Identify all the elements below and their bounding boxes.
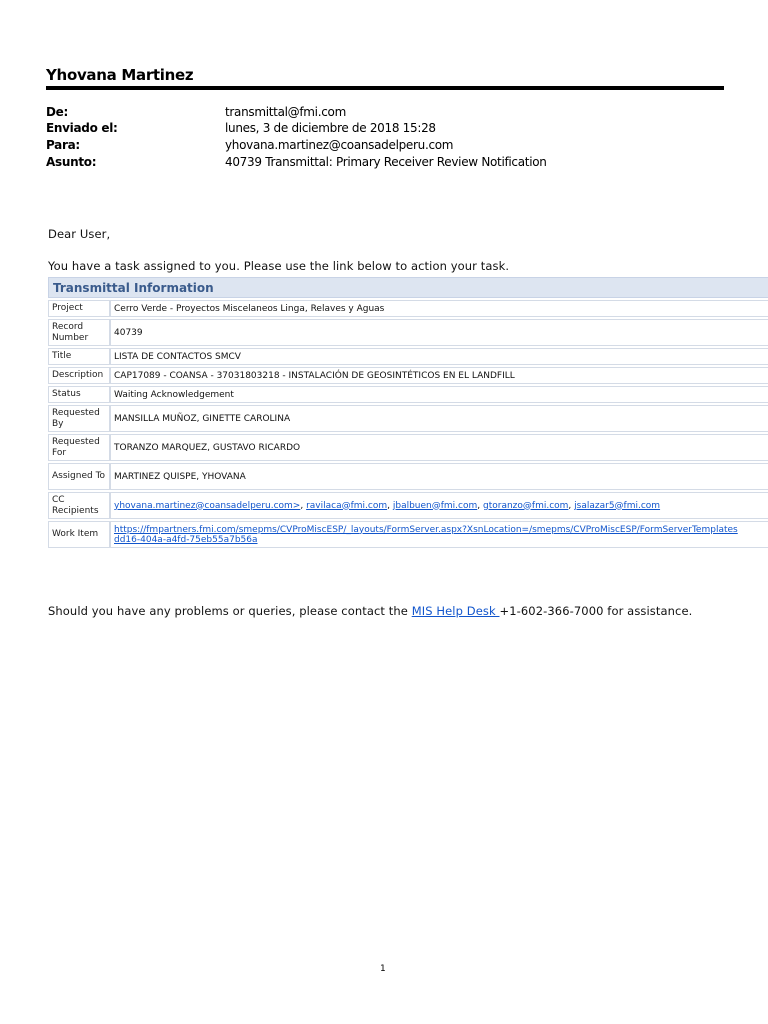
row-label: Description — [48, 367, 110, 384]
row-value: Waiting Acknowledgement — [110, 386, 768, 403]
table-row — [48, 319, 768, 346]
table-row-cc — [48, 492, 768, 519]
table-row — [48, 405, 768, 432]
table-row — [48, 300, 768, 317]
intro-text: You have a task assigned to you. Please use the link below to action your task. — [48, 259, 510, 273]
row-value: LISTA DE CONTACTOS SMCV — [110, 348, 768, 365]
cc-recipients: yhovana.martinez@coansadelperu.com>, ravilaca@fmi.com, jbalbuen@fmi.com, gtoranzo@fmi.com, jsalazar5@fmi.com — [110, 492, 768, 519]
work-item-cell — [110, 521, 768, 548]
cc-email-link[interactable]: ravilaca@fmi.com — [306, 500, 388, 511]
row-label: Requested For — [48, 434, 110, 461]
meta-value: 40739 Transmittal: Primary Receiver Review Notification — [225, 155, 547, 169]
meta-label: Para: — [46, 138, 80, 152]
closing-text-after: +1-602-366-7000 for assistance. — [499, 604, 693, 618]
table-row — [48, 348, 768, 365]
meta-value: transmittal@fmi.com — [225, 105, 346, 119]
table-row — [48, 386, 768, 403]
mis-help-desk-link[interactable]: MIS Help Desk — [411, 604, 500, 618]
row-label: Title — [48, 348, 110, 365]
row-value: MANSILLA MUÑOZ, GINETTE CAROLINA — [110, 405, 768, 432]
page-number: 1 — [380, 964, 386, 974]
meta-row-to — [46, 138, 746, 155]
closing-text-before: Should you have any problems or queries, please contact the — [48, 604, 412, 618]
row-label: Record Number — [48, 319, 110, 346]
meta-value: yhovana.martinez@coansadelperu.com — [225, 138, 454, 152]
row-value: CAP17089 - COANSA - 37031803218 - INSTALACIÓN DE GEOSINTÉTICOS EN EL LANDFILL — [110, 367, 768, 384]
row-label: Requested By — [48, 405, 110, 432]
sender-name: Yhovana Martinez — [46, 66, 194, 84]
meta-value: lunes, 3 de diciembre de 2018 15:28 — [225, 121, 436, 135]
greeting: Dear User, — [48, 227, 111, 241]
meta-label: Asunto: — [46, 155, 97, 169]
header-divider — [46, 86, 724, 90]
row-value: TORANZO MARQUEZ, GUSTAVO RICARDO — [110, 434, 768, 461]
work-item-link[interactable] — [114, 525, 738, 545]
cc-email-link[interactable]: gtoranzo@fmi.com — [483, 500, 569, 511]
row-label: Work Item — [48, 521, 110, 548]
row-value: MARTINEZ QUISPE, YHOVANA — [110, 463, 768, 490]
cc-email-link[interactable]: yhovana.martinez@coansadelperu.com> — [114, 500, 301, 511]
row-value: 40739 — [110, 319, 768, 346]
closing-text — [48, 604, 692, 618]
table-row — [48, 463, 768, 490]
table-row — [48, 434, 768, 461]
table-header: Transmittal Information — [48, 277, 768, 298]
row-value: Cerro Verde - Proyectos Miscelaneos Linga, Relaves y Aguas — [110, 300, 768, 317]
row-label: CC Recipients — [48, 492, 110, 519]
transmittal-info-table — [48, 275, 768, 550]
meta-row-sent — [46, 121, 746, 138]
meta-row-from — [46, 105, 746, 122]
cc-email-link[interactable]: jsalazar5@fmi.com — [574, 500, 661, 511]
meta-label: Enviado el: — [46, 121, 118, 135]
table-row — [48, 367, 768, 384]
meta-label: De: — [46, 105, 68, 119]
row-label: Assigned To — [48, 463, 110, 490]
cc-email-link[interactable]: jbalbuen@fmi.com — [392, 500, 478, 511]
row-label: Project — [48, 300, 110, 317]
row-label: Status — [48, 386, 110, 403]
work-item-link-line1: https://fmpartners.fmi.com/smepms/CVProMiscESP/_layouts/FormServer.aspx?XsnLocation=/smepms/CVProMiscESP/FormServerTemplates — [114, 524, 738, 535]
table-row-work-item — [48, 521, 768, 548]
meta-row-subject — [46, 155, 746, 172]
work-item-link-line2: dd16-404a-a4fd-75eb55a7b56a — [114, 534, 258, 545]
